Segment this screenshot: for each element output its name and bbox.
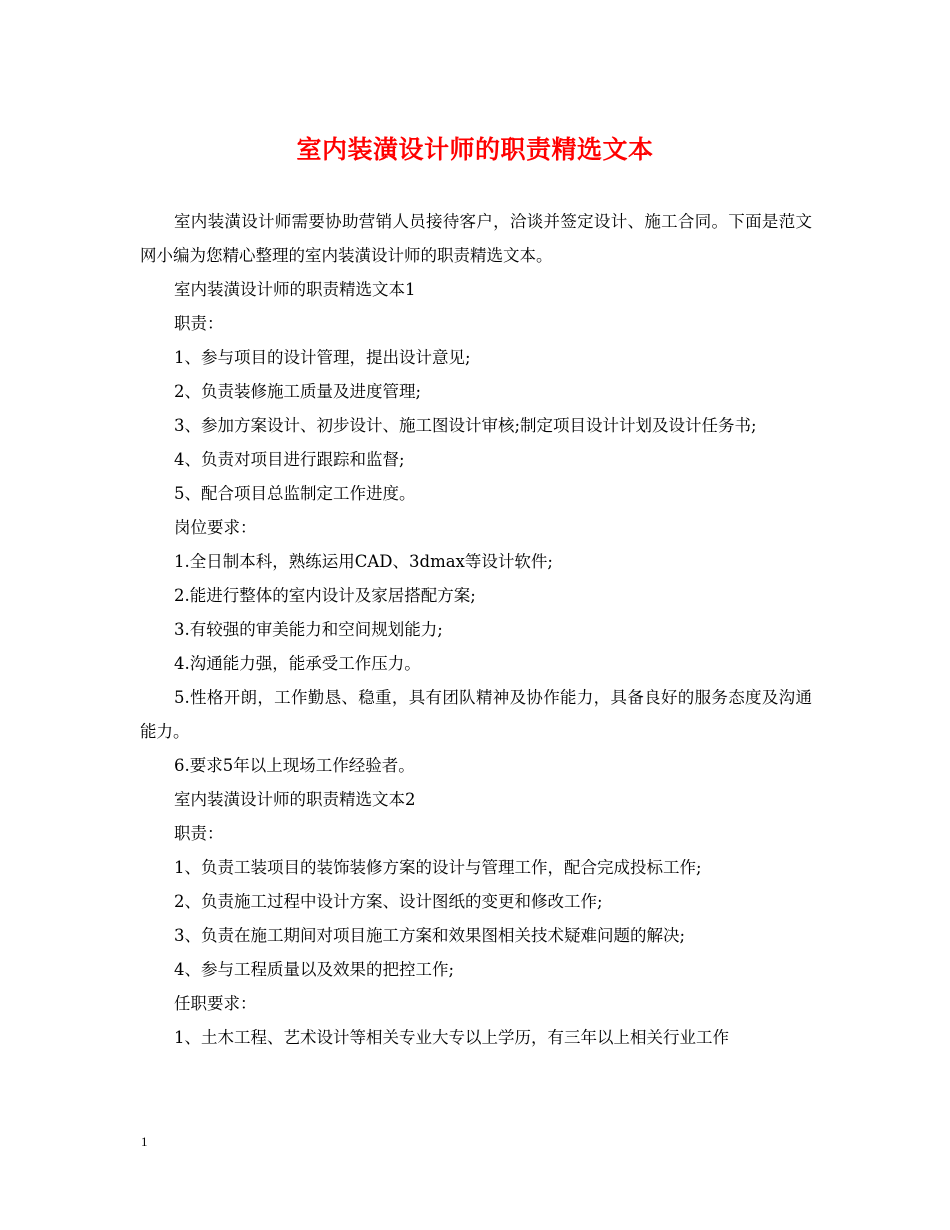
intro-paragraph: 室内装潢设计师需要协助营销人员接待客户，洽谈并签定设计、施工合同。下面是范文网小编为您精心整理的室内装潢设计师的职责精选文本。 xyxy=(140,212,812,265)
list-item: 1、土木工程、艺术设计等相关专业大专以上学历，有三年以上相关行业工作 xyxy=(174,1028,729,1047)
list-item: 5.性格开朗，工作勤恳、稳重，具有团队精神及协作能力，具备良好的服务态度及沟通能力。 xyxy=(140,688,812,741)
list-item: 4、负责对项目进行跟踪和监督; xyxy=(174,450,405,469)
list-item: 4.沟通能力强，能承受工作压力。 xyxy=(174,654,421,673)
list-item: 2.能进行整体的室内设计及家居搭配方案; xyxy=(174,586,476,605)
document-body xyxy=(140,205,812,1055)
list-item: 1、负责工装项目的装饰装修方案的设计与管理工作，配合完成投标工作; xyxy=(174,858,702,877)
requirements-label: 岗位要求： xyxy=(174,518,257,537)
list-item: 5、配合项目总监制定工作进度。 xyxy=(174,484,416,503)
list-item: 6.要求5年以上现场工作经验者。 xyxy=(174,756,415,775)
list-item: 3、负责在施工期间对项目施工方案和效果图相关技术疑难问题的解决; xyxy=(174,926,686,945)
list-item: 2、负责施工过程中设计方案、设计图纸的变更和修改工作; xyxy=(174,892,603,911)
list-item: 3.有较强的审美能力和空间规划能力; xyxy=(174,620,443,639)
requirements-label: 任职要求： xyxy=(174,994,257,1013)
list-item: 2、负责装修施工质量及进度管理; xyxy=(174,382,422,401)
page-number: 1 xyxy=(141,1134,148,1149)
duties-label: 职责： xyxy=(174,824,224,843)
section-heading-1: 室内装潢设计师的职责精选文本1 xyxy=(174,280,416,299)
list-item: 4、参与工程质量以及效果的把控工作; xyxy=(174,960,455,979)
list-item: 3、参加方案设计、初步设计、施工图设计审核;制定项目设计计划及设计任务书; xyxy=(174,416,757,435)
section-heading-2: 室内装潢设计师的职责精选文本2 xyxy=(174,790,416,809)
list-item: 1、参与项目的设计管理，提出设计意见; xyxy=(174,348,471,367)
duties-label: 职责： xyxy=(174,314,224,333)
list-item: 1.全日制本科，熟练运用CAD、3dmax等设计软件; xyxy=(174,552,553,571)
document-title: 室内装潢设计师的职责精选文本 xyxy=(296,135,654,164)
